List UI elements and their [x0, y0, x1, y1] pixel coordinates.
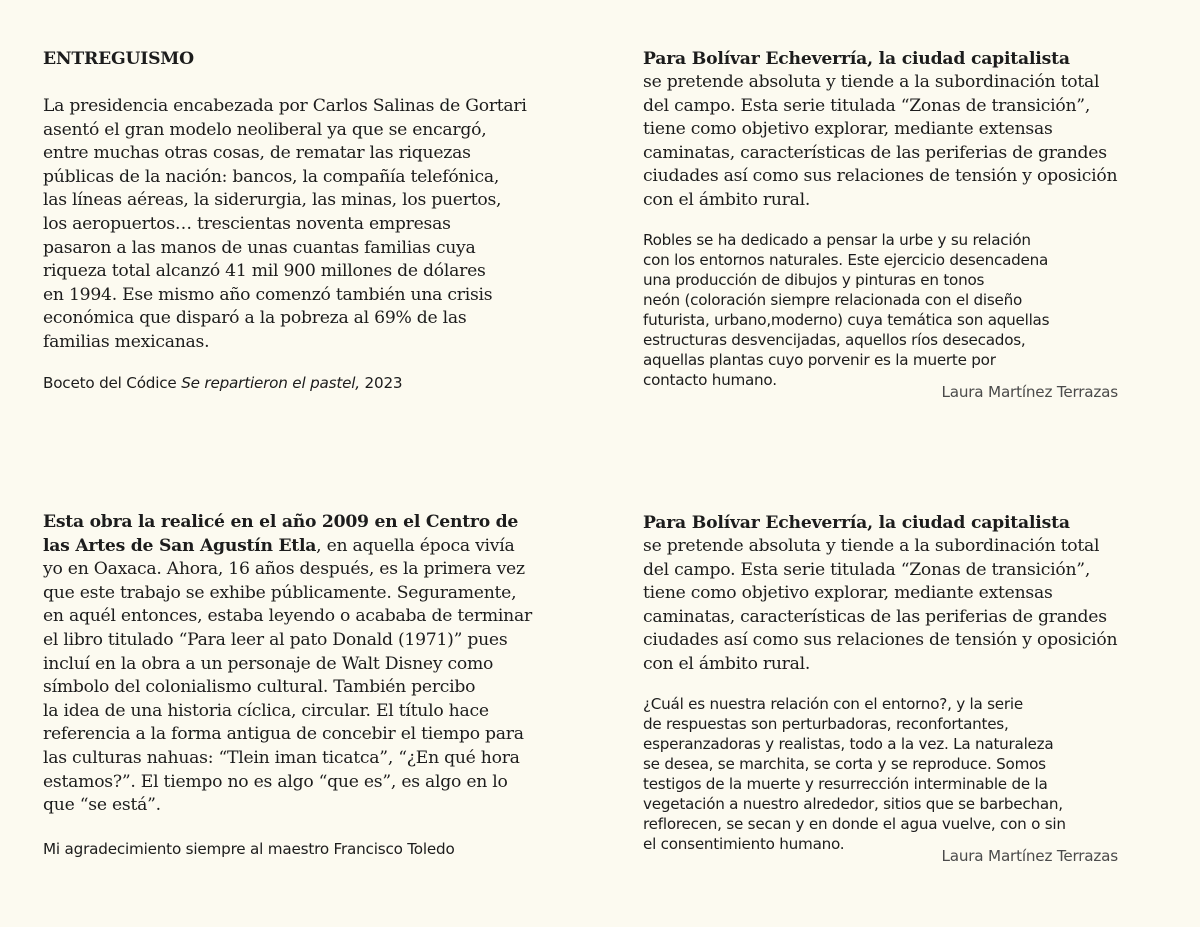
- body-line: La presidencia encabezada por Carlos Salinas de Gortari: [43, 96, 527, 116]
- body-line: ciudades así como sus relaciones de tensión y oposición: [643, 166, 1118, 187]
- body-line: yo en Oaxaca. Ahora, 16 años después, es la primera vez: [43, 559, 525, 580]
- body-line: caminatas, características de las periferias de grandes: [643, 606, 1107, 627]
- zonas-heading: Para Bolívar Echeverría, la ciudad capitalista: [643, 513, 1070, 533]
- body-line: del campo. Esta serie titulada “Zonas de transición”,: [643, 95, 1091, 116]
- entreguismo-heading: ENTREGUISMO: [43, 49, 194, 69]
- zonas-body: [643, 535, 1118, 677]
- text-line: el consentimiento humano.: [643, 834, 845, 853]
- text-line: con los entornos naturales. Este ejercicio desencadena: [643, 250, 1049, 269]
- text-line: una producción de dibujos y pinturas en tonos: [643, 270, 985, 289]
- caption-prefix: Boceto del Códice: [43, 373, 182, 392]
- zonas-heading: Para Bolívar Echeverría, la ciudad capitalista: [643, 49, 1070, 69]
- text-line: testigos de la muerte y resurrección interminable de la: [643, 774, 1048, 793]
- acknowledgement: Mi agradecimiento siempre al maestro Francisco Toledo: [43, 839, 455, 858]
- etla-section: [43, 511, 563, 858]
- body-line: caminatas, características de las periferias de grandes: [643, 142, 1107, 163]
- body-line: los aeropuertos… trescientas noventa empresas: [43, 213, 451, 234]
- text-line: neón (coloración siempre relacionada con el diseño: [643, 290, 1023, 309]
- text-line: futurista, urbano,moderno) cuya temática son aquellas: [643, 310, 1050, 329]
- body-line: símbolo del colonialismo cultural. También percibo: [43, 677, 476, 698]
- body-line: ciudades así como sus relaciones de tensión y oposición: [643, 630, 1118, 651]
- body-line: con el ámbito rural.: [643, 189, 811, 210]
- robles-text: [643, 230, 1118, 390]
- body-line: incluí en la obra a un personaje de Walt Disney como: [43, 653, 494, 674]
- text-line: vegetación a nuestro alrededor, sitios que se barbechan,: [643, 794, 1063, 813]
- author-name: Laura Martínez Terrazas: [941, 846, 1118, 865]
- body-line: familias mexicanas.: [43, 331, 210, 352]
- body-line: las líneas aéreas, la siderurgia, las minas, los puertos,: [43, 190, 502, 211]
- text-line: estructuras desvencijadas, aquellos ríos desecados,: [643, 330, 1026, 349]
- body-line: económica que disparó a la pobreza al 69% de las: [43, 308, 467, 329]
- body-line: con el ámbito rural.: [643, 653, 811, 674]
- body-line: se pretende absoluta y tiende a la subordinación total: [643, 72, 1100, 92]
- zonas-body: [643, 71, 1118, 213]
- body-line: que “se está”.: [43, 795, 161, 816]
- text-line: reflorecen, se secan y en donde el agua vuelve, con o sin: [643, 814, 1066, 833]
- body-line-continuation: , en aquella época vivía: [316, 535, 515, 556]
- caption-year: 2023: [359, 373, 403, 392]
- body-line: riqueza total alcanzó 41 mil 900 millones de dólares: [43, 261, 486, 282]
- body-line: en aquél entonces, estaba leyendo o acababa de terminar: [43, 606, 532, 627]
- bold-intro-line: Esta obra la realicé en el año 2009 en el Centro de: [43, 512, 519, 532]
- zonas-transicion-section-bottom: [643, 511, 1118, 866]
- text-line: Robles se ha dedicado a pensar la urbe y su relación: [643, 230, 1031, 249]
- body-line: que este trabajo se exhibe públicamente. Seguramente,: [43, 582, 517, 603]
- body-line: pasaron a las manos de unas cuantas familias cuya: [43, 237, 476, 258]
- zonas-transicion-section-top: [643, 47, 1118, 402]
- body-line: en 1994. Ese mismo año comenzó también una crisis: [43, 284, 493, 305]
- body-line: entre muchas otras cosas, de rematar las riquezas: [43, 143, 471, 164]
- text-line: contacto humano.: [643, 370, 777, 389]
- caption-title: Se repartieron el pastel,: [181, 373, 360, 392]
- body-line: asentó el gran modelo neoliberal ya que se encargó,: [43, 119, 487, 140]
- text-line: se desea, se marchita, se corta y se reproduce. Somos: [643, 754, 1046, 773]
- entorno-text: [643, 694, 1118, 854]
- entreguismo-section: [43, 47, 563, 392]
- text-line: aquellas plantas cuyo porvenir es la muerte por: [643, 350, 996, 369]
- body-line: tiene como objetivo explorar, mediante extensas: [643, 119, 1053, 140]
- text-line: de respuestas son perturbadoras, reconfortantes,: [643, 714, 1009, 733]
- body-line: tiene como objetivo explorar, mediante extensas: [643, 583, 1053, 604]
- artwork-caption: [43, 374, 563, 392]
- author-name: Laura Martínez Terrazas: [941, 382, 1118, 401]
- bold-intro-continuation: las Artes de San Agustín Etla: [43, 535, 317, 556]
- body-line: el libro titulado “Para leer al pato Donald (1971)” pues: [43, 629, 508, 650]
- etla-body: [43, 511, 563, 818]
- body-line: se pretende absoluta y tiende a la subordinación total: [643, 536, 1100, 556]
- body-line: públicas de la nación: bancos, la compañía telefónica,: [43, 166, 500, 187]
- text-line: ¿Cuál es nuestra relación con el entorno?, y la serie: [643, 694, 1023, 713]
- body-line: la idea de una historia cíclica, circular. El título hace: [43, 700, 489, 721]
- body-line: del campo. Esta serie titulada “Zonas de transición”,: [643, 559, 1091, 580]
- body-line: las culturas nahuas: “Tlein iman ticatca”, “¿En qué hora: [43, 747, 520, 768]
- entreguismo-body: [43, 95, 563, 355]
- text-line: esperanzadoras y realistas, todo a la vez. La naturaleza: [643, 734, 1054, 753]
- body-line: estamos?”. El tiempo no es algo “que es”, es algo en lo: [43, 771, 508, 792]
- body-line-mixed: [43, 535, 563, 559]
- body-line: referencia a la forma antigua de concebir el tiempo para: [43, 724, 524, 745]
